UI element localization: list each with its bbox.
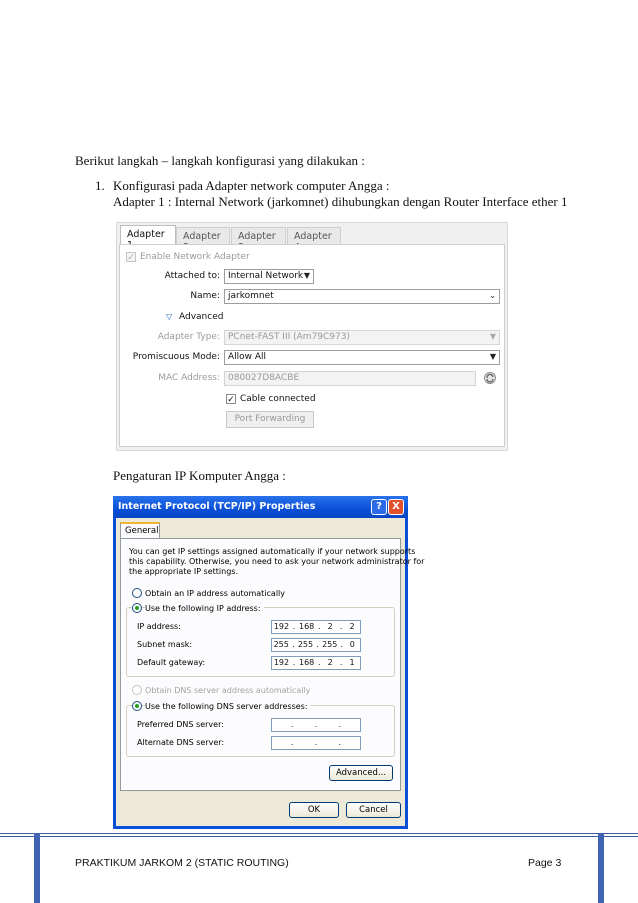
adapter-settings-pane [119,244,505,447]
mask-octet: 0 [349,640,355,649]
network-name-combo[interactable] [224,289,500,304]
footer-bar-left [34,833,40,903]
description-line-1: You can get IP settings assigned automatically if your network supports [129,547,416,556]
tab-adapter-4[interactable]: Adapter [287,227,341,244]
obtain-dns-label: Obtain DNS server address automatically [145,686,311,695]
step-detail: Adapter 1 : Internal Network (jarkomnet) dihubungkan dengan Router Interface ether 1 [113,194,568,209]
mask-octet: 255 [322,640,338,649]
preferred-dns-input[interactable]: . . . [271,718,361,732]
attached-to-value: Internal Network [228,271,304,281]
attached-to-label: Attached to: [164,271,220,281]
subnet-mask-input[interactable]: 255 . 255 . 255 . 0 [271,638,361,652]
enable-adapter-label: Enable Network Adapter [140,252,250,262]
help-button[interactable]: ? [371,499,387,515]
advanced-toggle-label[interactable]: Advanced [179,312,224,322]
footer-title: PRAKTIKUM JARKOM 2 (STATIC ROUTING) [75,857,289,869]
mask-octet: 255 [273,640,289,649]
step-title: Konfigurasi pada Adapter network computer Angga : [113,178,390,193]
port-forwarding-button[interactable]: Port Forwarding [226,411,314,428]
chevron-down-icon: ⌄ [489,291,496,300]
promiscuous-mode-label: Promiscuous Mode: [132,352,220,362]
adapter-type-value: PCnet-FAST III (Am79C973) [228,332,350,342]
promiscuous-mode-select[interactable] [224,350,500,365]
footer-rule [0,836,638,837]
mac-address-field[interactable] [224,371,476,386]
description-line-2: this capability. Otherwise, you need to ask your network administrator for [129,557,425,566]
default-gateway-input[interactable]: 192 . 168 . 2 . 1 [271,656,361,670]
network-name-value: jarkomnet [228,291,274,301]
attached-to-select[interactable] [224,269,314,284]
gateway-octet: 1 [349,658,355,667]
footer-rule [0,833,638,834]
obtain-ip-radio[interactable] [132,588,142,598]
dropdown-arrow-icon: ▼ [489,352,496,361]
mac-address-value: 080027D8ACBE [228,373,300,383]
cancel-button[interactable]: Cancel [346,802,401,818]
refresh-mac-icon[interactable] [483,371,497,385]
cable-connected-checkbox[interactable]: ✓ [227,394,235,404]
use-ip-radio[interactable] [132,603,142,613]
gateway-octet: 192 [273,658,290,667]
dialog-body [116,518,425,826]
advanced-button[interactable]: Advanced... [329,765,393,781]
tab-adapter-3[interactable]: Adapter [231,227,286,244]
tab-adapter-1[interactable]: Adapter [120,225,176,245]
use-dns-radio[interactable] [132,701,142,711]
obtain-ip-label: Obtain an IP address automatically [145,589,286,598]
dialog-title: Internet Protocol (TCP/IP) Properties [118,501,316,512]
tab-adapter-2[interactable]: Adapter [176,227,230,244]
page-number: Page 3 [528,857,562,869]
ip-octet: 2 [349,622,355,631]
close-button[interactable]: X [388,499,404,515]
ip-address-input[interactable]: 192 . 168 . 2 . 2 [271,620,361,634]
preferred-dns-label: Preferred DNS server: [137,720,224,729]
use-ip-label: Use the following IP address: [145,604,264,613]
use-dns-label: Use the following DNS server addresses: [145,702,311,711]
ip-octet: 168 [299,622,315,631]
ip-octet: 2 [327,622,333,631]
ip-address-label: IP address: [137,622,181,631]
cable-connected-label: Cable connected [240,394,316,404]
page-footer [0,833,638,903]
name-label: Name: [190,291,220,301]
dropdown-arrow-icon: ▼ [303,271,310,280]
ip-caption: Pengaturan IP Komputer Angga : [113,468,286,483]
alternate-dns-label: Alternate DNS server: [137,738,225,747]
advanced-toggle-icon[interactable]: ▽ [166,312,173,321]
promiscuous-mode-value: Allow All [228,352,267,362]
gateway-octet: 168 [299,658,315,667]
tab-general[interactable]: General [120,522,160,539]
mask-octet: 255 [297,640,314,649]
description-line-3: the appropriate IP settings. [129,567,239,576]
alternate-dns-input[interactable]: . . . [271,736,361,750]
adapter-type-label: Adapter Type: [157,332,220,342]
subnet-mask-label: Subnet mask: [137,640,193,649]
ok-button[interactable]: OK [289,802,339,818]
footer-bar-right [598,833,604,903]
dropdown-arrow-icon: ▼ [489,332,496,341]
default-gateway-label: Default gateway: [137,658,206,667]
tcpip-properties-dialog [113,496,425,829]
ip-octet: 192 [273,622,290,631]
dialog-titlebar[interactable] [113,496,408,518]
intro-text: Berikut langkah – langkah konfigurasi yang dilakukan : [75,153,365,168]
adapter-type-select[interactable] [224,330,500,345]
virtualbox-adapter-panel [116,222,508,451]
gateway-octet: 2 [327,658,333,667]
enable-adapter-checkbox[interactable]: ✓ [127,252,135,262]
obtain-dns-radio[interactable] [132,685,142,695]
step-number: 1. [95,178,105,193]
mac-address-label: MAC Address: [158,373,220,383]
general-tab-panel [120,538,425,791]
